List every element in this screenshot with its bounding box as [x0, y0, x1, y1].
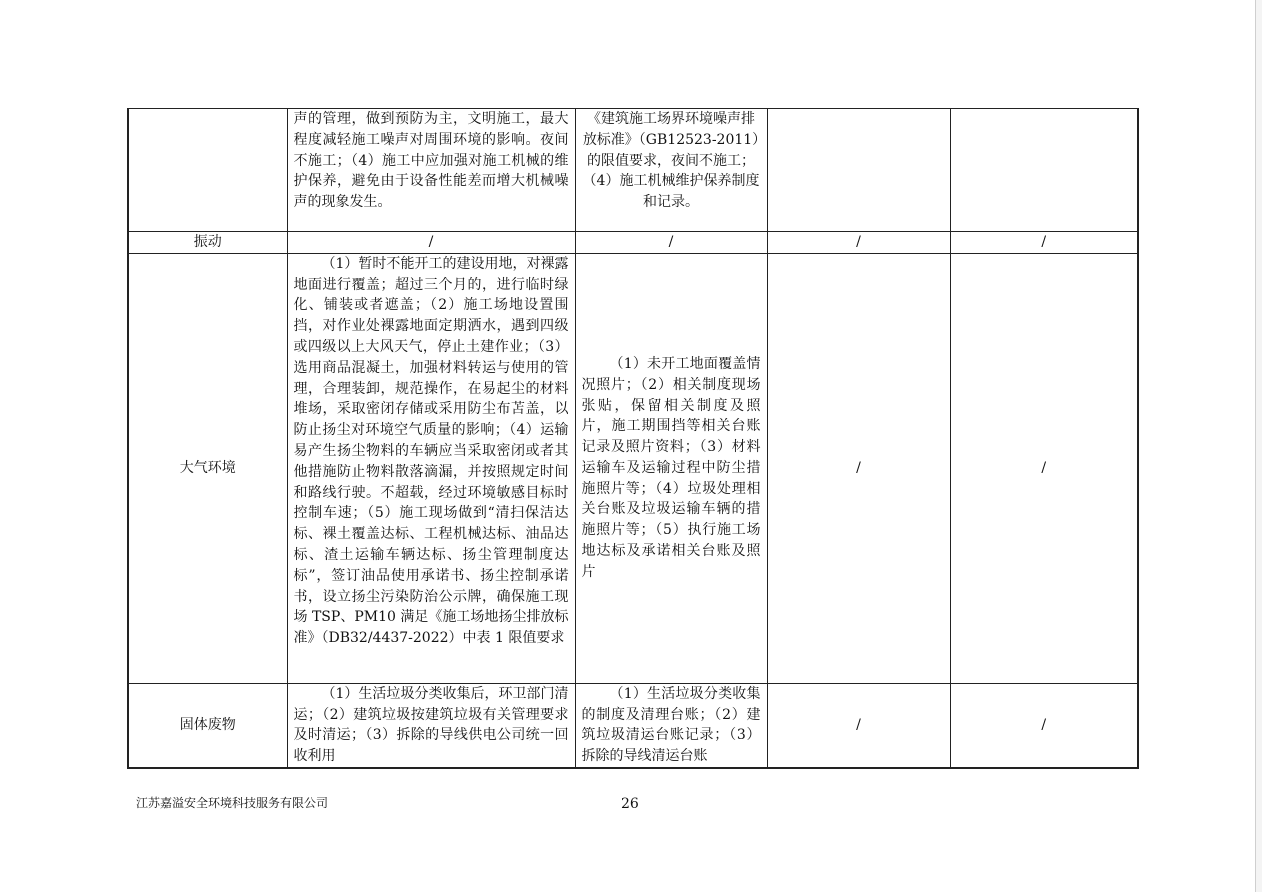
measures-cell: （1）暂时不能开工的建设用地，对裸露地面进行覆盖；超过三个月的，进行临时绿化、铺装或者遮盖；（2）施工场地设置围挡，对作业处裸露地面定期洒水，遇到四级或四级以上大风天气，停止土建作业；（3）选用商品混凝土，加强材料转运与使用的管理，合理装卸，规范操作，在易起尘的材料堆场，采取密闭存储或采用防尘布苫盖，以防止扬尘对环境空气质量的影响；（4）运输易产生扬尘物料的车辆应当采取密闭或者其他措施防止物料散落滴漏，并按照规定时间和路线行驶。不超载，经过环境敏感目标时控制车速；（5）施工现场做到“清扫保洁达标、裸土覆盖达标、工程机械达标、油品达标、渣土运输车辆达标、扬尘管理制度达标”，签订油品使用承诺书、扬尘控制承诺书，设立扬尘污染防治公示牌，确保施工现场 TSP、PM10 满足《施工场地扬尘排放标准》（DB32/4437-2022）中表 1 限值要求	[287, 253, 575, 683]
acceptance-cell: （1）生活垃圾分类收集的制度及清理台账；（2）建筑垃圾清运台账记录；（3）拆除的导线清运台账	[575, 683, 767, 768]
category-cell: 大气环境	[128, 253, 287, 683]
measures-cell: /	[287, 232, 575, 254]
category-cell: 振动	[128, 232, 287, 254]
col4-cell: /	[767, 232, 950, 254]
table-row	[128, 109, 1138, 232]
table-row	[128, 683, 1138, 768]
category-cell: 固体废物	[128, 683, 287, 768]
col4-cell: /	[767, 253, 950, 683]
category-cell	[128, 109, 287, 232]
col4-cell: /	[767, 683, 950, 768]
footer-company: 江苏嘉溢安全环境科技服务有限公司	[136, 796, 329, 810]
page-edge	[1255, 0, 1262, 892]
col5-cell: /	[950, 253, 1138, 683]
measures-cell: 声的管理，做到预防为主，文明施工，最大程度减轻施工噪声对周围环境的影响。夜间不施工；（4）施工中应加强对施工机械的维护保养，避免由于设备性能差而增大机械噪声的现象发生。	[287, 109, 575, 232]
acceptance-cell: 《建筑施工场界环境噪声排放标准》（GB12523-2011）的限值要求，夜间不施工；（4）施工机械维护保养制度和记录。	[575, 109, 767, 232]
page-number: 26	[621, 796, 639, 812]
col5-cell	[950, 109, 1138, 232]
col5-cell: /	[950, 683, 1138, 768]
table-row	[128, 253, 1138, 683]
col5-cell: /	[950, 232, 1138, 254]
requirements-table	[127, 108, 1139, 769]
acceptance-cell: （1）未开工地面覆盖情况照片；（2）相关制度现场张贴，保留相关制度及照片，施工期围挡等相关台账记录及照片资料；（3）材料运输车及运输过程中防尘措施照片等；（4）垃圾处理相关台账及垃圾运输车辆的措施照片等；（5）执行施工场地达标及承诺相关台账及照片	[575, 253, 767, 683]
col4-cell	[767, 109, 950, 232]
table-row	[128, 232, 1138, 254]
measures-cell: （1）生活垃圾分类收集后，环卫部门清运；（2）建筑垃圾按建筑垃圾有关管理要求及时清运；（3）拆除的导线供电公司统一回收利用	[287, 683, 575, 768]
acceptance-cell: /	[575, 232, 767, 254]
